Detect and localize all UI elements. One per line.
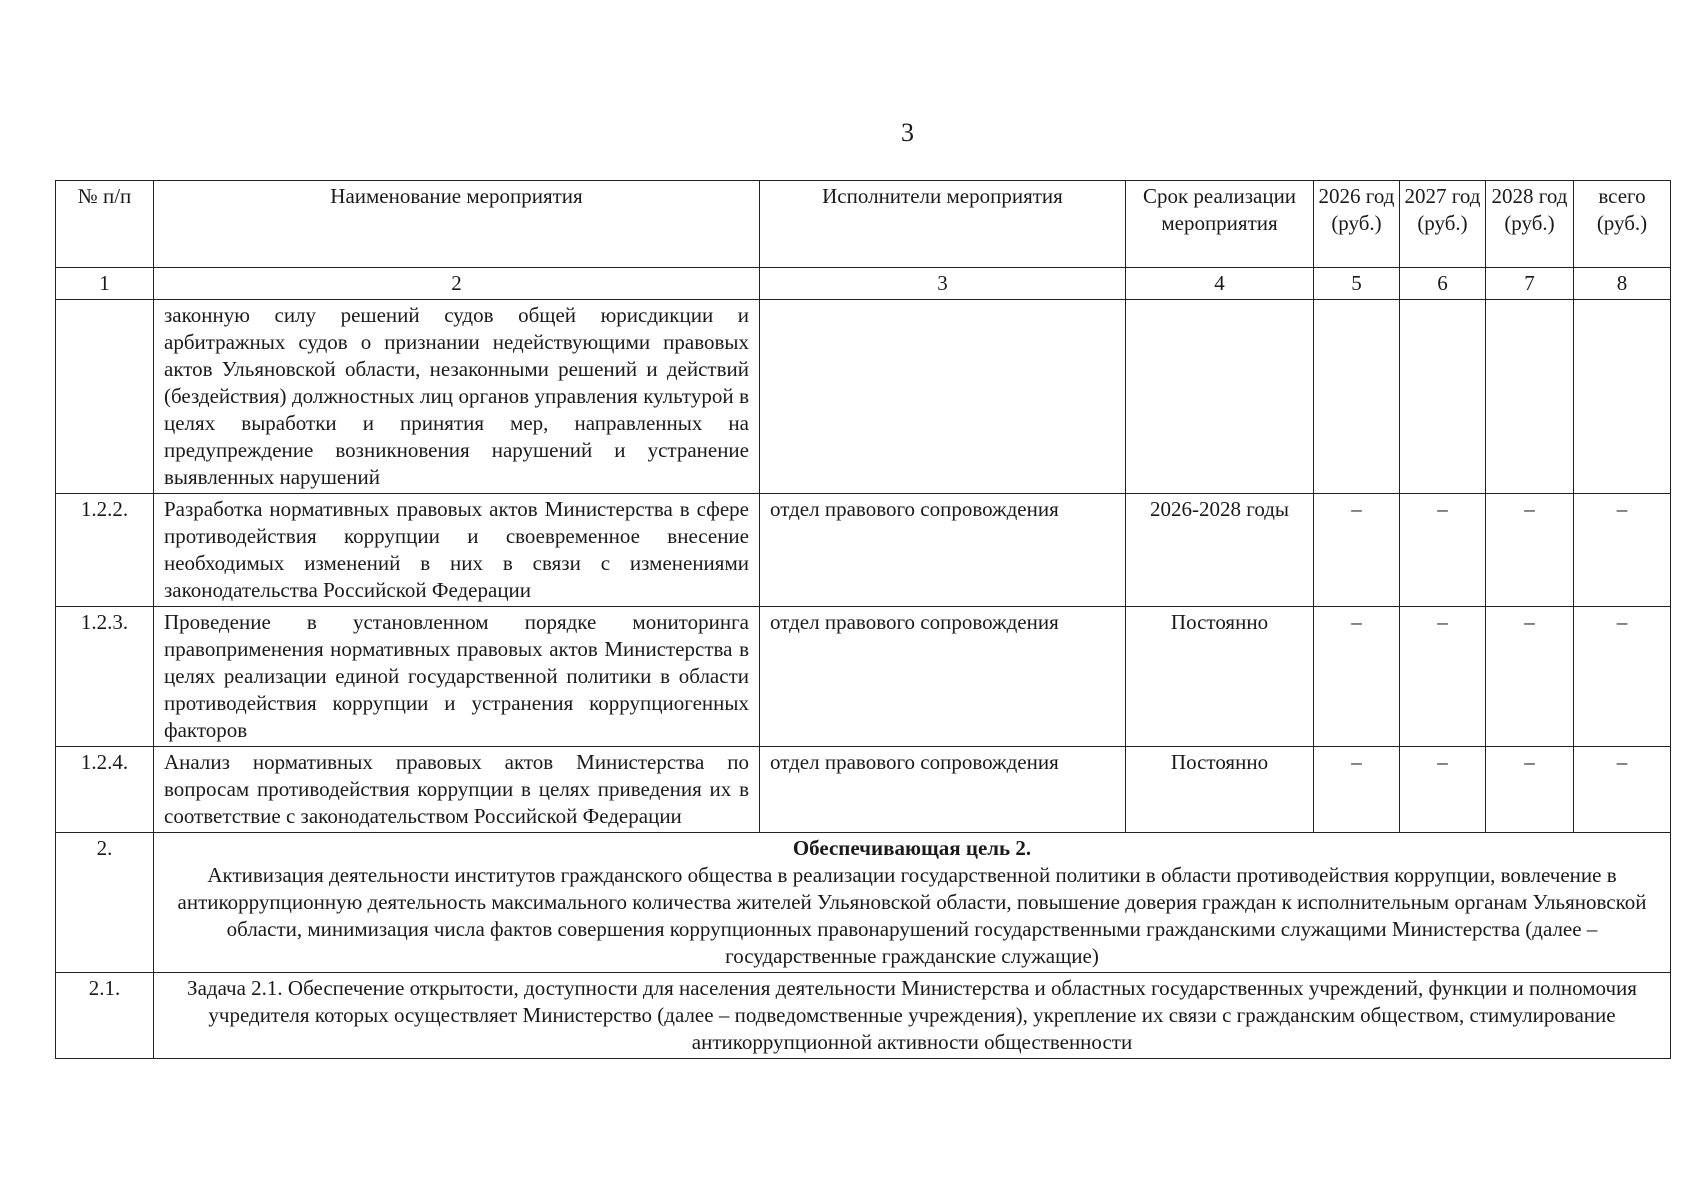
row-2027 <box>1400 300 1486 494</box>
row-2027: – <box>1400 494 1486 607</box>
row-2026: – <box>1314 607 1400 747</box>
row-executor: отдел правового сопровождения <box>760 747 1126 833</box>
goal-text: Активизация деятельности институтов гражданского общества в реализации государственной политики в области противодействия коррупции, вовлечение в антикоррупционную деятельность максимального количества жителей Ульяновской области, повышение доверия граждан к исполнительным органам Ульяновской области, минимизация числа фактов совершения коррупционных правонарушений государственными гражданскими служащими Министерства (далее – государственные гражданские служащие) <box>177 863 1647 968</box>
row-2027: – <box>1400 747 1486 833</box>
row-executor: отдел правового сопровождения <box>760 607 1126 747</box>
row-2026: – <box>1314 494 1400 607</box>
column-number: 2 <box>154 268 760 300</box>
row-2028 <box>1486 300 1574 494</box>
goal-num: 2. <box>56 833 154 973</box>
header-name: Наименование мероприятия <box>154 181 760 268</box>
row-term: Постоянно <box>1126 607 1314 747</box>
row-num: 1.2.3. <box>56 607 154 747</box>
row-name: законную силу решений судов общей юрисдикции и арбитражных судов о признании недействующими правовых актов Ульяновской области, незаконными решений и действий (бездействия) должностных лиц органов управления культурой в целях выработки и принятия мер, направленных на предупреждение возникновения нарушений и устранение выявленных нарушений <box>154 300 760 494</box>
header-2026: 2026 год (руб.) <box>1314 181 1400 268</box>
goal-row <box>56 833 1671 973</box>
column-number: 6 <box>1400 268 1486 300</box>
row-2026 <box>1314 300 1400 494</box>
row-2028: – <box>1486 494 1574 607</box>
row-2028: – <box>1486 607 1574 747</box>
header-2028: 2028 год (руб.) <box>1486 181 1574 268</box>
column-number: 3 <box>760 268 1126 300</box>
row-num: 1.2.2. <box>56 494 154 607</box>
task-num: 2.1. <box>56 973 154 1059</box>
table-row <box>56 607 1671 747</box>
task-row <box>56 973 1671 1059</box>
goal-title: Обеспечивающая цель 2. <box>792 836 1032 860</box>
column-numbers-row <box>56 268 1671 300</box>
goal-cell <box>154 833 1671 973</box>
row-2028: – <box>1486 747 1574 833</box>
task-text: Задача 2.1. Обеспечение открытости, доступности для населения деятельности Министерства и областных государственных учреждений, функции и полномочия учредителя которых осуществляет Министерство (далее – подведомственные учреждения), укрепление их связи с гражданским обществом, стимулирование антикоррупционной активности общественности <box>154 973 1671 1059</box>
header-row <box>56 181 1671 268</box>
header-term: Срок реализации мероприятия <box>1126 181 1314 268</box>
column-number: 7 <box>1486 268 1574 300</box>
row-total <box>1574 300 1671 494</box>
row-total: – <box>1574 494 1671 607</box>
table-row <box>56 747 1671 833</box>
row-executor <box>760 300 1126 494</box>
measures-table <box>55 180 1671 1059</box>
row-term: 2026-2028 годы <box>1126 494 1314 607</box>
page-number: 3 <box>901 118 914 147</box>
row-name: Проведение в установленном порядке мониторинга правоприменения нормативных правовых актов Министерства в целях реализации единой государственной политики в области противодействия коррупции и устранения коррупциогенных факторов <box>154 607 760 747</box>
row-2027: – <box>1400 607 1486 747</box>
row-name: Разработка нормативных правовых актов Министерства в сфере противодействия коррупции и своевременное внесение необходимых изменений в них в связи с изменениями законодательства Российской Федерации <box>154 494 760 607</box>
row-executor: отдел правового сопровождения <box>760 494 1126 607</box>
row-name: Анализ нормативных правовых актов Министерства по вопросам противодействия коррупции в целях приведения их в соответствие с законодательством Российской Федерации <box>154 747 760 833</box>
row-total: – <box>1574 747 1671 833</box>
row-2026: – <box>1314 747 1400 833</box>
row-num <box>56 300 154 494</box>
column-number: 5 <box>1314 268 1400 300</box>
column-number: 4 <box>1126 268 1314 300</box>
row-total: – <box>1574 607 1671 747</box>
header-executors: Исполнители мероприятия <box>760 181 1126 268</box>
row-num: 1.2.4. <box>56 747 154 833</box>
table-row <box>56 494 1671 607</box>
header-2027: 2027 год (руб.) <box>1400 181 1486 268</box>
table-row <box>56 300 1671 494</box>
header-num: № п/п <box>56 181 154 268</box>
column-number: 1 <box>56 268 154 300</box>
header-total: всего (руб.) <box>1574 181 1671 268</box>
row-term: Постоянно <box>1126 747 1314 833</box>
row-term <box>1126 300 1314 494</box>
column-number: 8 <box>1574 268 1671 300</box>
